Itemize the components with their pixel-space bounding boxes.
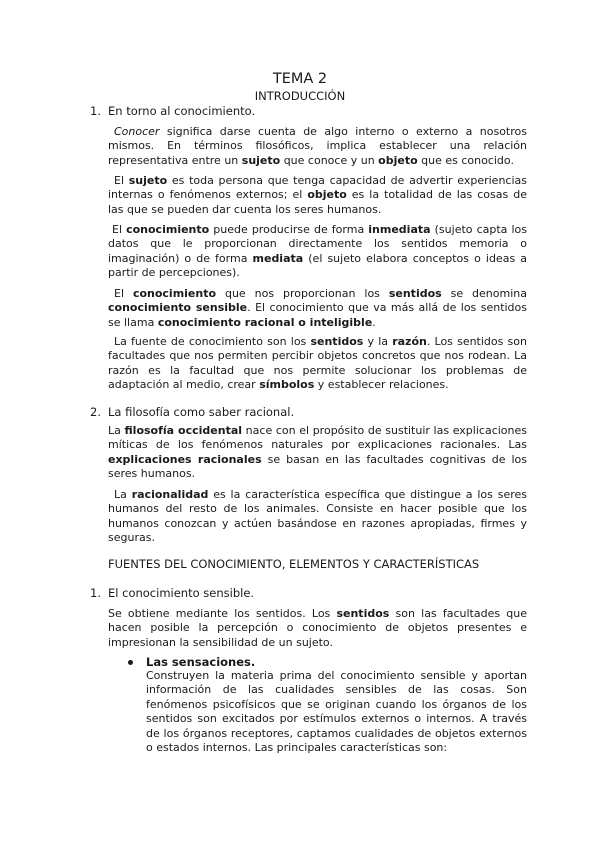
text: que conoce y un (280, 153, 379, 167)
bullet-title: Las sensaciones. (146, 655, 256, 669)
text: El (112, 223, 127, 236)
keyword: conocimiento sensible (108, 301, 248, 315)
paragraph-conocimiento-sensible (108, 287, 527, 330)
keyword: filosofía occidental (124, 424, 243, 437)
text: La (114, 488, 132, 501)
keyword: sentidos (336, 607, 390, 620)
section-number: 1. (90, 104, 101, 118)
keyword: sentidos (388, 287, 442, 300)
text: (el sujeto elabora conceptos o ideas a partir de percepciones). (108, 251, 527, 279)
list-item (128, 655, 528, 775)
text: que es conocido. (417, 153, 514, 167)
text: puede producirse de forma (209, 223, 369, 236)
text: es la característica específica que distingue a los seres humanos del resto de los animales. Consiste en hacer posible que los humanos conozcan y actúen basándose en razones apropiadas, firmes y seguras. (108, 488, 527, 544)
keyword: conocimiento racional o inteligible (157, 315, 373, 329)
keyword: sujeto (241, 153, 281, 167)
text: se denomina (441, 287, 527, 300)
bullet-icon (128, 660, 133, 665)
paragraph-formas-conocimiento (108, 223, 527, 280)
bullet-body: Construyen la materia prima del conocimiento sensible y aportan información de las cualidades sensibles de las cosas. Son fenómenos psicofísicos que se originan cuando los órganos de los sentidos son excitados por estímulos externos o internos. A través de los órganos receptores, captamos cualidades de objetos externos o estados internos. Las principales características son: (146, 669, 527, 755)
text: La (108, 424, 125, 437)
keyword: sujeto (128, 174, 168, 187)
text: Se obtiene mediante los sentidos. Los (108, 607, 337, 620)
text: es toda persona que tenga capacidad de advertir experiencias internas o fenómenos externos; el (108, 174, 527, 202)
keyword: símbolos (259, 377, 315, 391)
text: que nos proporcionan los (216, 287, 389, 300)
paragraph-filosofia-occidental (108, 424, 527, 481)
page-subtitle: INTRODUCCIÓN (254, 89, 346, 103)
keyword: mediata (252, 251, 304, 265)
section-number: 2. (90, 405, 101, 419)
text: . El conocimiento que va más allá de los sentidos se llama (108, 301, 528, 329)
keyword: razón (392, 335, 427, 348)
text: nace con el propósito de sustituir las explicaciones míticas de los fenómenos naturales por explicaciones racionales. Las (108, 424, 527, 452)
text: se basan en las facultades cognitivas de los seres humanos. (108, 452, 527, 480)
section-number: 1. (90, 586, 101, 600)
text: y la (363, 335, 393, 348)
text: El (114, 287, 133, 300)
emphasis: Conocer (114, 125, 160, 138)
text: son las facultades que hacen posible la percepción o conocimiento de objetos presentes e impresionan la sensibilidad de un sujeto. (108, 607, 527, 649)
paragraph-sujeto (108, 174, 527, 217)
section-label: En torno al conocimiento. (108, 104, 256, 118)
paragraph-racionalidad (108, 488, 527, 545)
keyword: objeto (307, 188, 347, 202)
text: El (114, 174, 129, 187)
paragraph-sentidos (108, 607, 527, 650)
keyword: explicaciones racionales (108, 452, 262, 466)
text: significa darse cuenta de algo interno o externo a nosotros mismos. En términos filosóficos, implica establecer una relación representativa entre un (108, 125, 527, 167)
keyword: conocimiento (132, 287, 217, 300)
text: La fuente de conocimiento son los (114, 335, 311, 348)
page-title: TEMA 2 (272, 71, 328, 87)
keyword: objeto (378, 153, 418, 167)
sources-heading: FUENTES DEL CONOCIMIENTO, ELEMENTOS Y CARACTERÍSTICAS (108, 557, 480, 571)
text: es la totalidad de las cosas de las que se pueden dar cuenta los seres humanos. (108, 188, 527, 216)
text: . Los sentidos son facultades que nos permiten percibir objetos concretos que nos rodean. La razón es la facultad que nos permite solucionar los problemas de adaptación al medio, crear (108, 335, 527, 391)
text: (sujeto capta los datos que le proporcionan directamente los sentidos memoria o imaginación) o de forma (108, 223, 527, 265)
keyword: racionalidad (131, 488, 209, 501)
paragraph-fuente-conocimiento (108, 335, 527, 392)
keyword: inmediata (368, 223, 431, 236)
section-label: La filosofía como saber racional. (108, 405, 295, 419)
keyword: sentidos (310, 335, 364, 348)
paragraph-conocer (108, 125, 527, 168)
section-label: El conocimiento sensible. (108, 586, 255, 600)
keyword: conocimiento (126, 223, 210, 236)
text: y establecer relaciones. (314, 377, 449, 391)
text: . (372, 315, 376, 329)
